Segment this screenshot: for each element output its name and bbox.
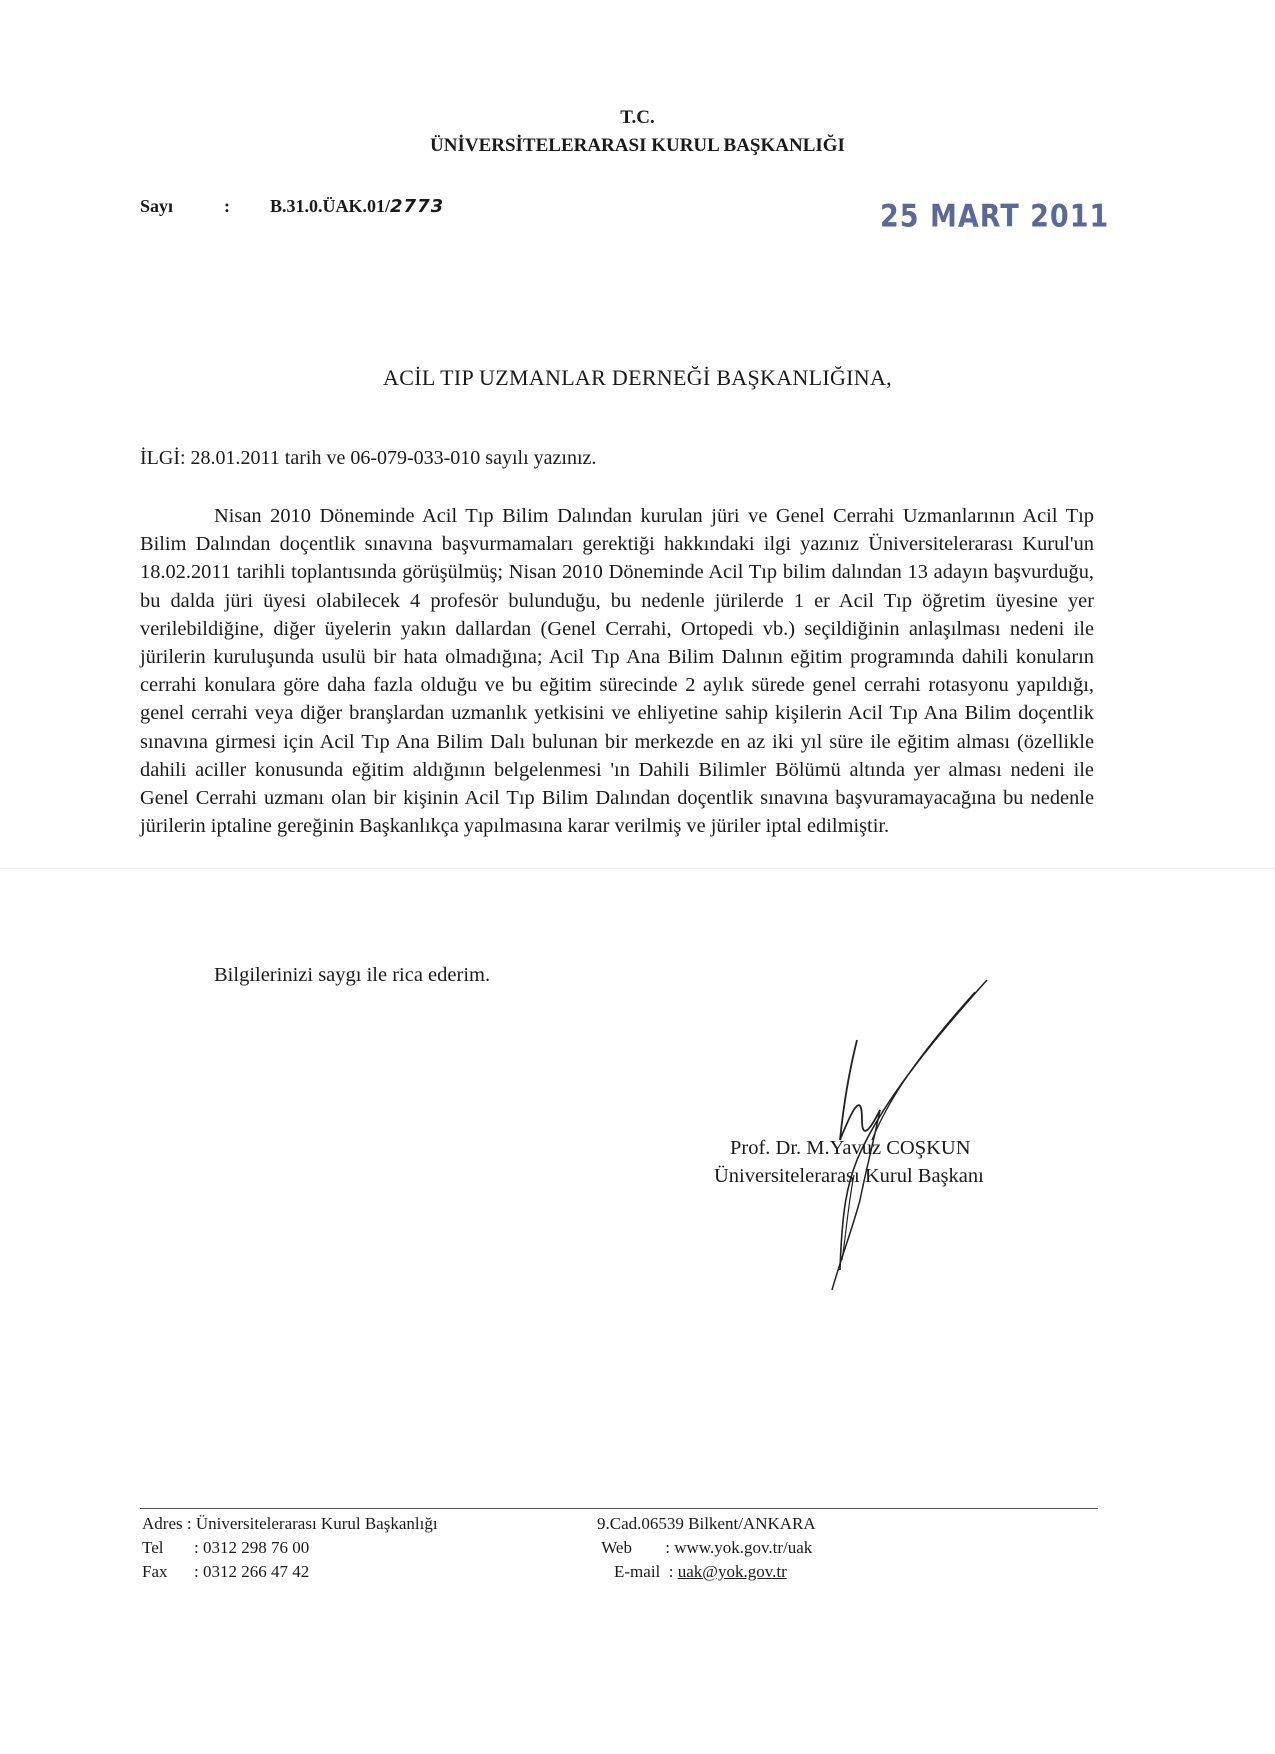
footer-fax-value: 0312 266 47 42 (202, 1562, 310, 1581)
header-institution: ÜNİVERSİTELERARASI KURUL BAŞKANLIĞI (430, 135, 845, 156)
footer-address-label: Adres (142, 1514, 183, 1533)
footer-web: Web : www.yok.gov.tr/uak (597, 1536, 816, 1560)
signature-icon (762, 970, 1002, 1300)
footer-address-line2: 9.Cad.06539 Bilkent/ANKARA (597, 1514, 816, 1533)
reference-handwritten: 2773 (390, 196, 445, 217)
footer-web-label: Web (601, 1538, 632, 1557)
footer-tel-value: 0312 298 76 00 (202, 1538, 310, 1557)
footer-contact-right (597, 1512, 816, 1584)
reference-label: Sayı (140, 196, 174, 216)
signer-title: Üniversitelerarası Kurul Başkanı (714, 1165, 984, 1187)
date-stamp: 25 MART 2011 (880, 198, 1110, 235)
body-paragraph: Nisan 2010 Döneminde Acil Tıp Bilim Dalından kurulan jüri ve Genel Cerrahi Uzmanlarının Acil Tıp Bilim Dalından doçentlik sınavına başvurmamaları gerektiği hakkındaki ilgi yazınız Üniversitelerarası Kurul'un 18.02.2011 tarihli toplantısında görüşülmüş; Nisan 2010 Döneminde Acil Tıp bilim dalından 13 adayın başvurduğu, bu dalda jüri üyesi olabilecek 4 profesör bulunduğu, bu nedenle jürilerde 1 er Acil Tıp öğretim üyesine yer verilebildiğine, diğer üyelerin yakın dallardan (Genel Cerrahi, Ortopedi vb.) seçildiğinin anlaşılması nedeni ile jürilerin kuruluşunda usulü bir hata olmadığına; Acil Tıp Ana Bilim Dalının eğitim programında dahili konuların cerrahi konulara göre daha fazla olduğu ve bu eğitim sürecinde 2 aylık sürede genel cerrahi rotasyonu yapıldığı, genel cerrahi veya diğer branşlardan uzmanlık yetkisini ve ehliyetine sahip kişilerin Acil Tıp Ana Bilim doçentlik sınavına girmesi için Acil Tıp Ana Bilim Dalı bulunan bir merkezde en az iki yıl süre ile eğitim alması (özellikle dahili aciller konusunda eğitim aldığının belgelenmesi 'ın Dahili Bilimler Bölümü altında yer alması nedeni ile Genel Cerrahi uzmanı olan bir kişinin Acil Tıp Bilim Dalından doçentlik sınavına başvuramayacağına bu nedenle jürilerin iptaline gereğinin Başkanlıkça yapılmasına karar verilmiş ve jüriler iptal edilmiştir. (140, 505, 1094, 838)
footer-email-link[interactable]: uak@yok.gov.tr (677, 1562, 787, 1581)
reference-line: İLGİ: 28.01.2011 tarih ve 06-079-033-010 sayılı yazınız. (140, 447, 597, 469)
closing-line: Bilgilerinizi saygı ile rica ederim. (214, 964, 491, 986)
reference-printed: B.31.0.ÜAK.01/ (270, 196, 391, 216)
reference-separator: : (224, 196, 230, 216)
footer-tel: Tel : 0312 298 76 00 (142, 1536, 438, 1560)
header-tc: T.C. (620, 107, 655, 128)
scan-artifact (0, 868, 1275, 869)
footer-email-label: E-mail (614, 1562, 661, 1581)
footer-web-value: www.yok.gov.tr/uak (674, 1538, 813, 1557)
footer-tel-label: Tel (142, 1538, 164, 1557)
footer-divider (140, 1508, 1098, 1509)
reference-number (140, 196, 444, 217)
footer-fax: Fax : 0312 266 47 42 (142, 1560, 438, 1584)
footer-fax-label: Fax (142, 1562, 168, 1581)
signer-name: Prof. Dr. M.Yavuz COŞKUN (730, 1137, 971, 1159)
footer-contact-left (142, 1512, 438, 1584)
footer-address-value: Üniversitelerarası Kurul Başkanlığı (195, 1514, 438, 1533)
footer-address: Adres : Üniversitelerarası Kurul Başkanlığı (142, 1514, 438, 1533)
footer-email: E-mail : uak@yok.gov.tr (614, 1562, 787, 1581)
recipient: ACİL TIP UZMANLAR DERNEĞİ BAŞKANLIĞINA, (383, 365, 892, 390)
